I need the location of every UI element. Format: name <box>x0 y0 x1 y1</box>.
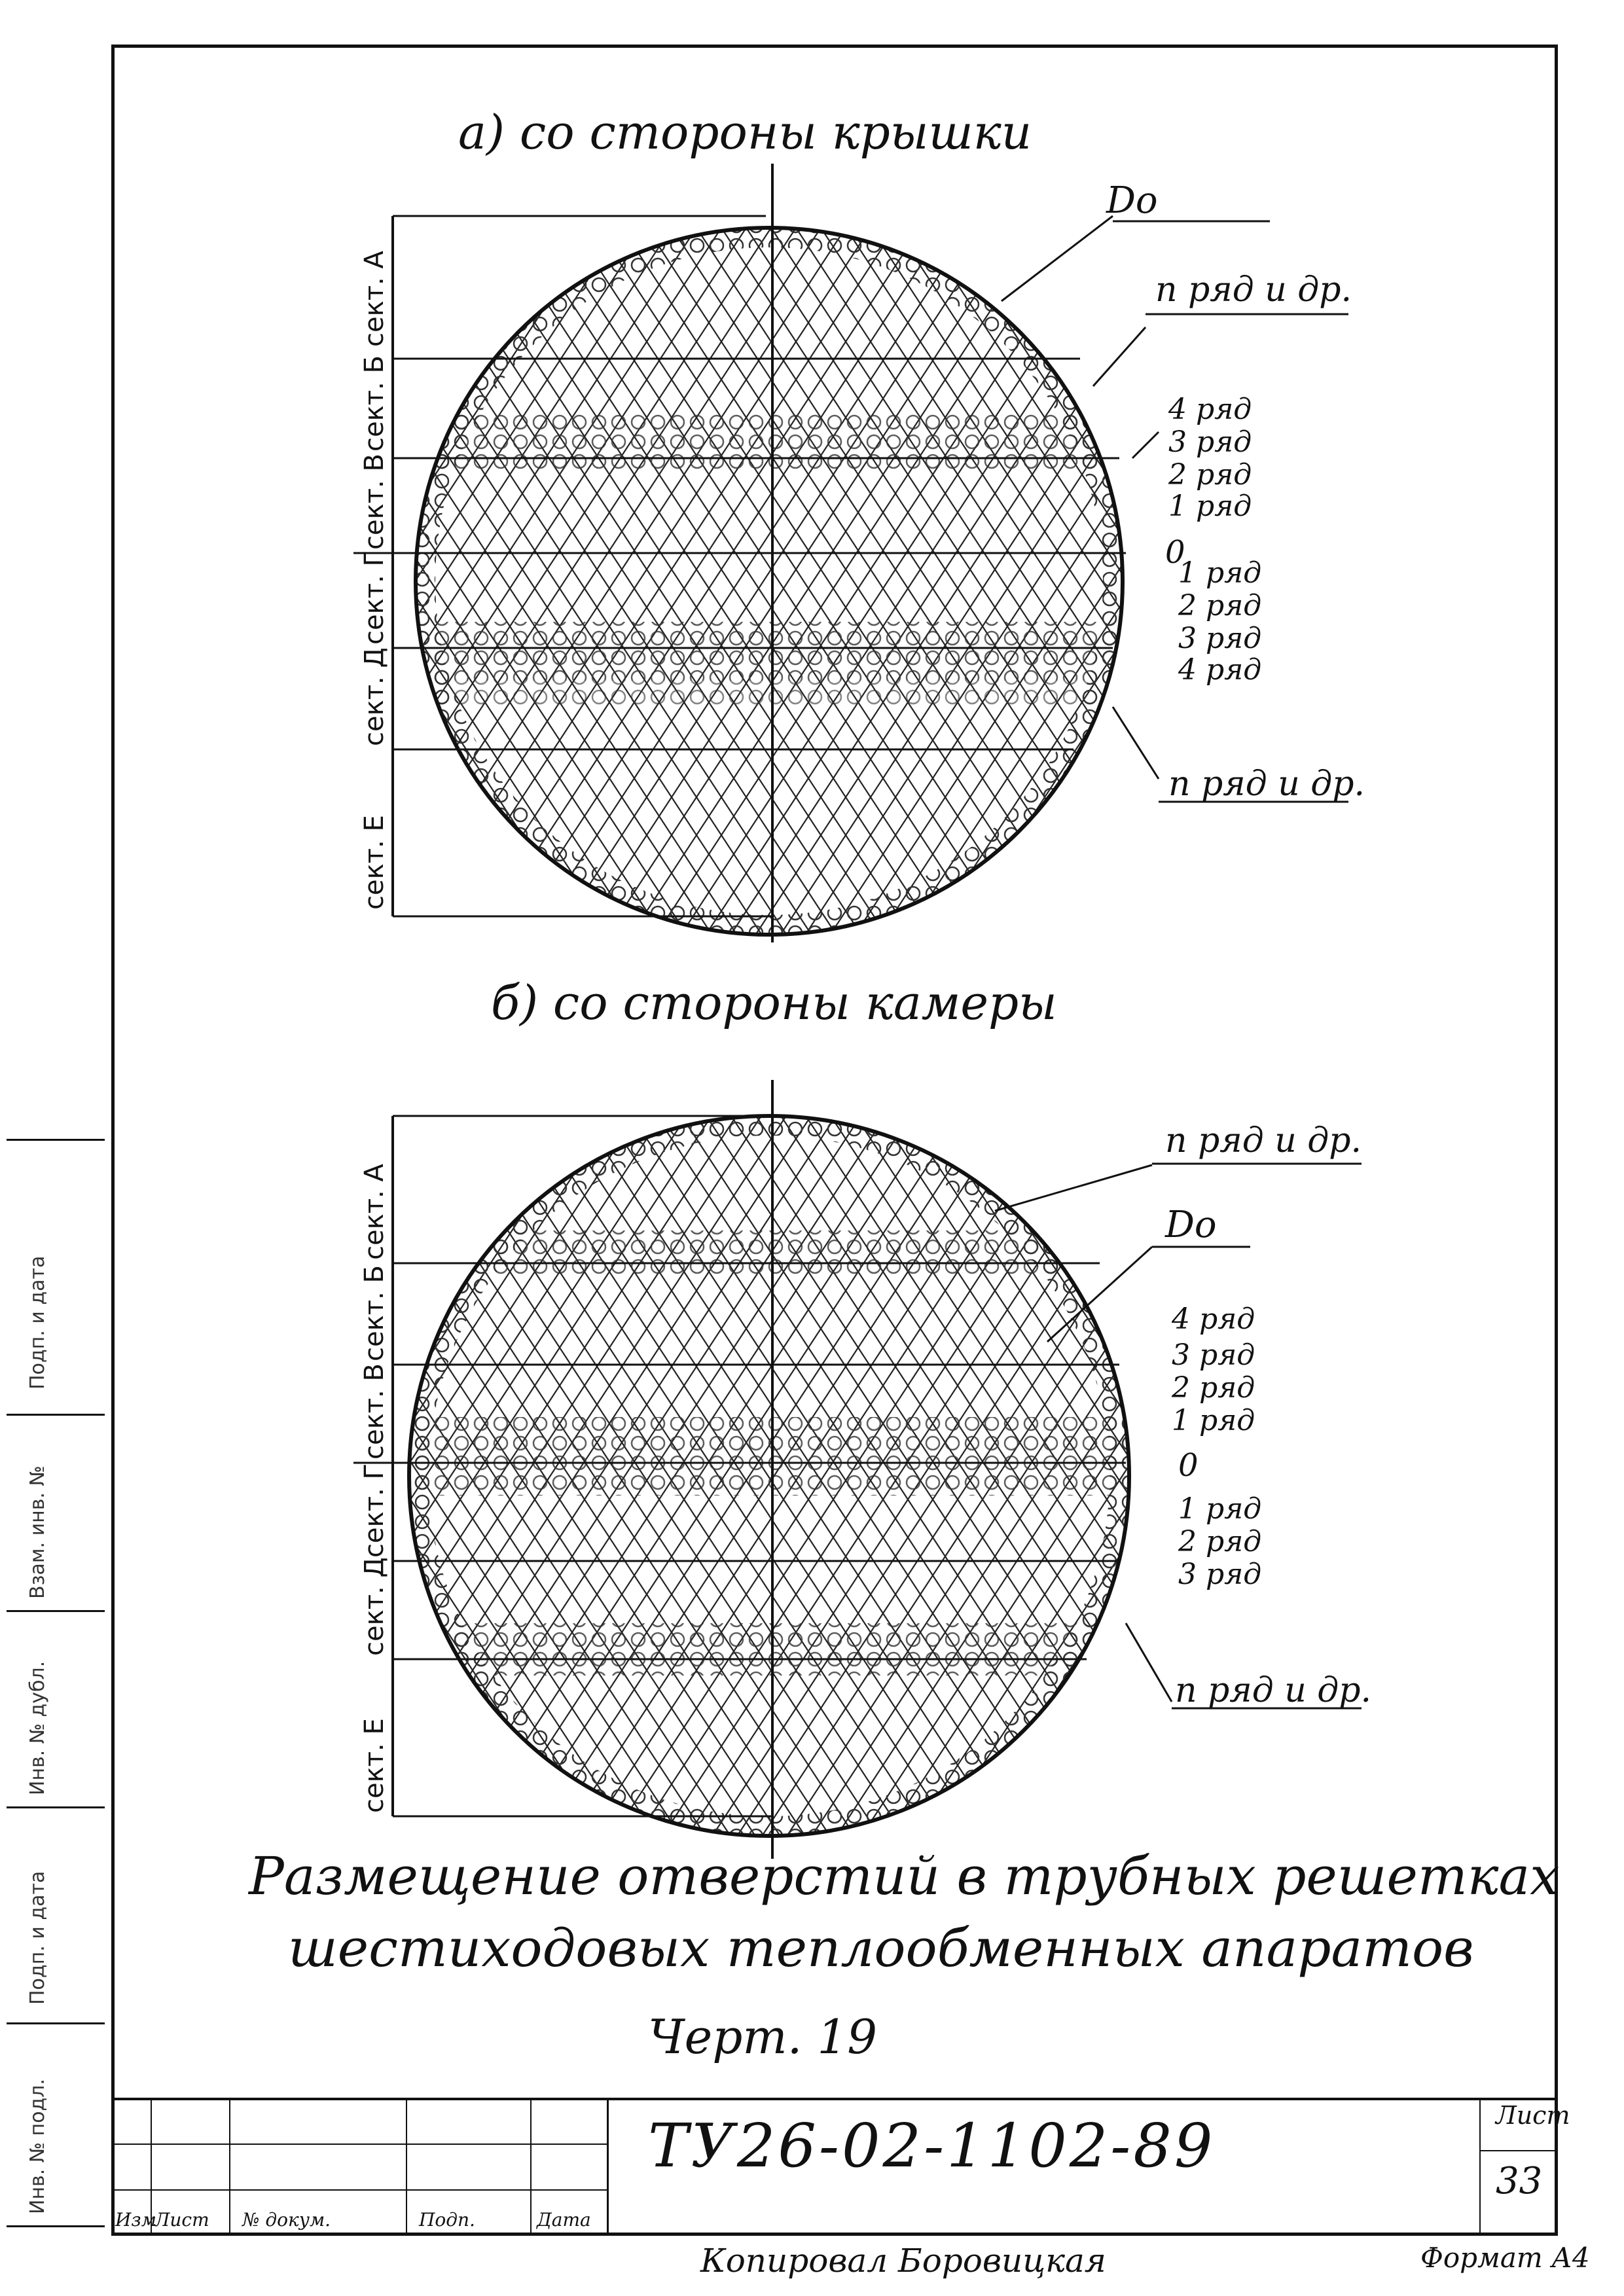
view-a-label-0: п ряд и др. <box>1155 270 1352 310</box>
view-a-label-3: 2 ряд <box>1168 458 1252 492</box>
view-a-sector-e: сект. Е <box>359 815 389 910</box>
side-cell <box>7 1141 105 1416</box>
view-a-label-2: 3 ряд <box>1168 425 1252 459</box>
view-a-title: а) со стороны крышки <box>458 105 1032 160</box>
view-a-label-10: п ряд и др. <box>1168 764 1365 804</box>
view-b-do-label: Dо <box>1165 1204 1217 1246</box>
view-b-label-5: 0 <box>1178 1447 1199 1484</box>
view-b-label-0: п ряд и др. <box>1165 1121 1362 1160</box>
side-label: Инв. № дубл. <box>26 1660 49 1795</box>
caption-line1: Размещение отверстий в трубных решетках <box>249 1846 1560 1907</box>
side-cell <box>7 1416 105 1612</box>
view-a-sector-b: сект. Б <box>359 355 389 452</box>
view-b-label-9: п ряд и др. <box>1175 1671 1372 1710</box>
view-b-sector-v: сект. В <box>359 1363 389 1460</box>
side-label: Инв. № подл. <box>26 2079 49 2214</box>
side-label: Взам. инв. № <box>26 1465 49 1599</box>
col-list: Лист <box>154 2209 209 2231</box>
view-a-sector-g: сект. Г <box>359 550 389 645</box>
view-b-sector-g: сект. Г <box>359 1463 389 1558</box>
view-b-title: б) со стороны камеры <box>491 975 1057 1030</box>
view-b-sector-e: сект. Е <box>359 1718 389 1813</box>
view-a-label-5: 0 <box>1165 534 1185 571</box>
view-b-label-8: 3 ряд <box>1178 1558 1262 1591</box>
view-a-label-9: 4 ряд <box>1178 653 1262 687</box>
side-label: Подп. и дата <box>26 1255 49 1390</box>
side-cell <box>7 2024 105 2227</box>
col-doc: № докум. <box>242 2209 331 2231</box>
figure-number: Черт. 19 <box>648 2009 878 2064</box>
view-b-drawing <box>353 1080 1362 1859</box>
view-b-label-4: 1 ряд <box>1172 1404 1255 1437</box>
view-a-sector-v: сект. В <box>359 454 389 550</box>
view-a-label-7: 2 ряд <box>1178 589 1262 622</box>
side-label: Подп. и дата <box>26 1871 49 2005</box>
view-a-do-label: Dо <box>1106 179 1158 222</box>
view-a-label-4: 1 ряд <box>1168 490 1252 523</box>
col-date: Дата <box>537 2209 591 2231</box>
view-b-label-7: 2 ряд <box>1178 1525 1262 1558</box>
view-a-label-1: 4 ряд <box>1168 393 1252 426</box>
view-b-label-6: 1 ряд <box>1178 1492 1262 1526</box>
sheet-number: 33 <box>1496 2160 1543 2202</box>
view-a-sector-d: сект. Д <box>359 647 389 746</box>
side-cell <box>7 1612 105 1808</box>
sheet-label: Лист <box>1496 2101 1570 2130</box>
view-b-sector-b: сект. Б <box>359 1265 389 1361</box>
view-b-sector-a: сект. А <box>359 1164 389 1260</box>
paper-format: Формат А4 <box>1420 2242 1590 2274</box>
view-b-sector-d: сект. Д <box>359 1557 389 1656</box>
col-sign: Подп. <box>419 2209 475 2231</box>
view-a-label-8: 3 ряд <box>1178 622 1262 655</box>
view-b-label-2: 3 ряд <box>1172 1338 1255 1372</box>
caption-line2: шестиходовых теплообменных апаратов <box>288 1918 1474 1979</box>
view-a-sector-a: сект. А <box>359 251 389 347</box>
side-cell <box>7 1808 105 2024</box>
view-b-label-1: 4 ряд <box>1172 1302 1255 1336</box>
side-strip <box>7 1139 105 2227</box>
view-a-label-6: 1 ряд <box>1178 556 1262 590</box>
view-b-label-3: 2 ряд <box>1172 1371 1255 1405</box>
copied-by: Копировал Боровицкая <box>700 2242 1106 2280</box>
col-izm: Изм <box>115 2209 156 2231</box>
document-number: ТУ26-02-1102-89 <box>648 2111 1216 2181</box>
